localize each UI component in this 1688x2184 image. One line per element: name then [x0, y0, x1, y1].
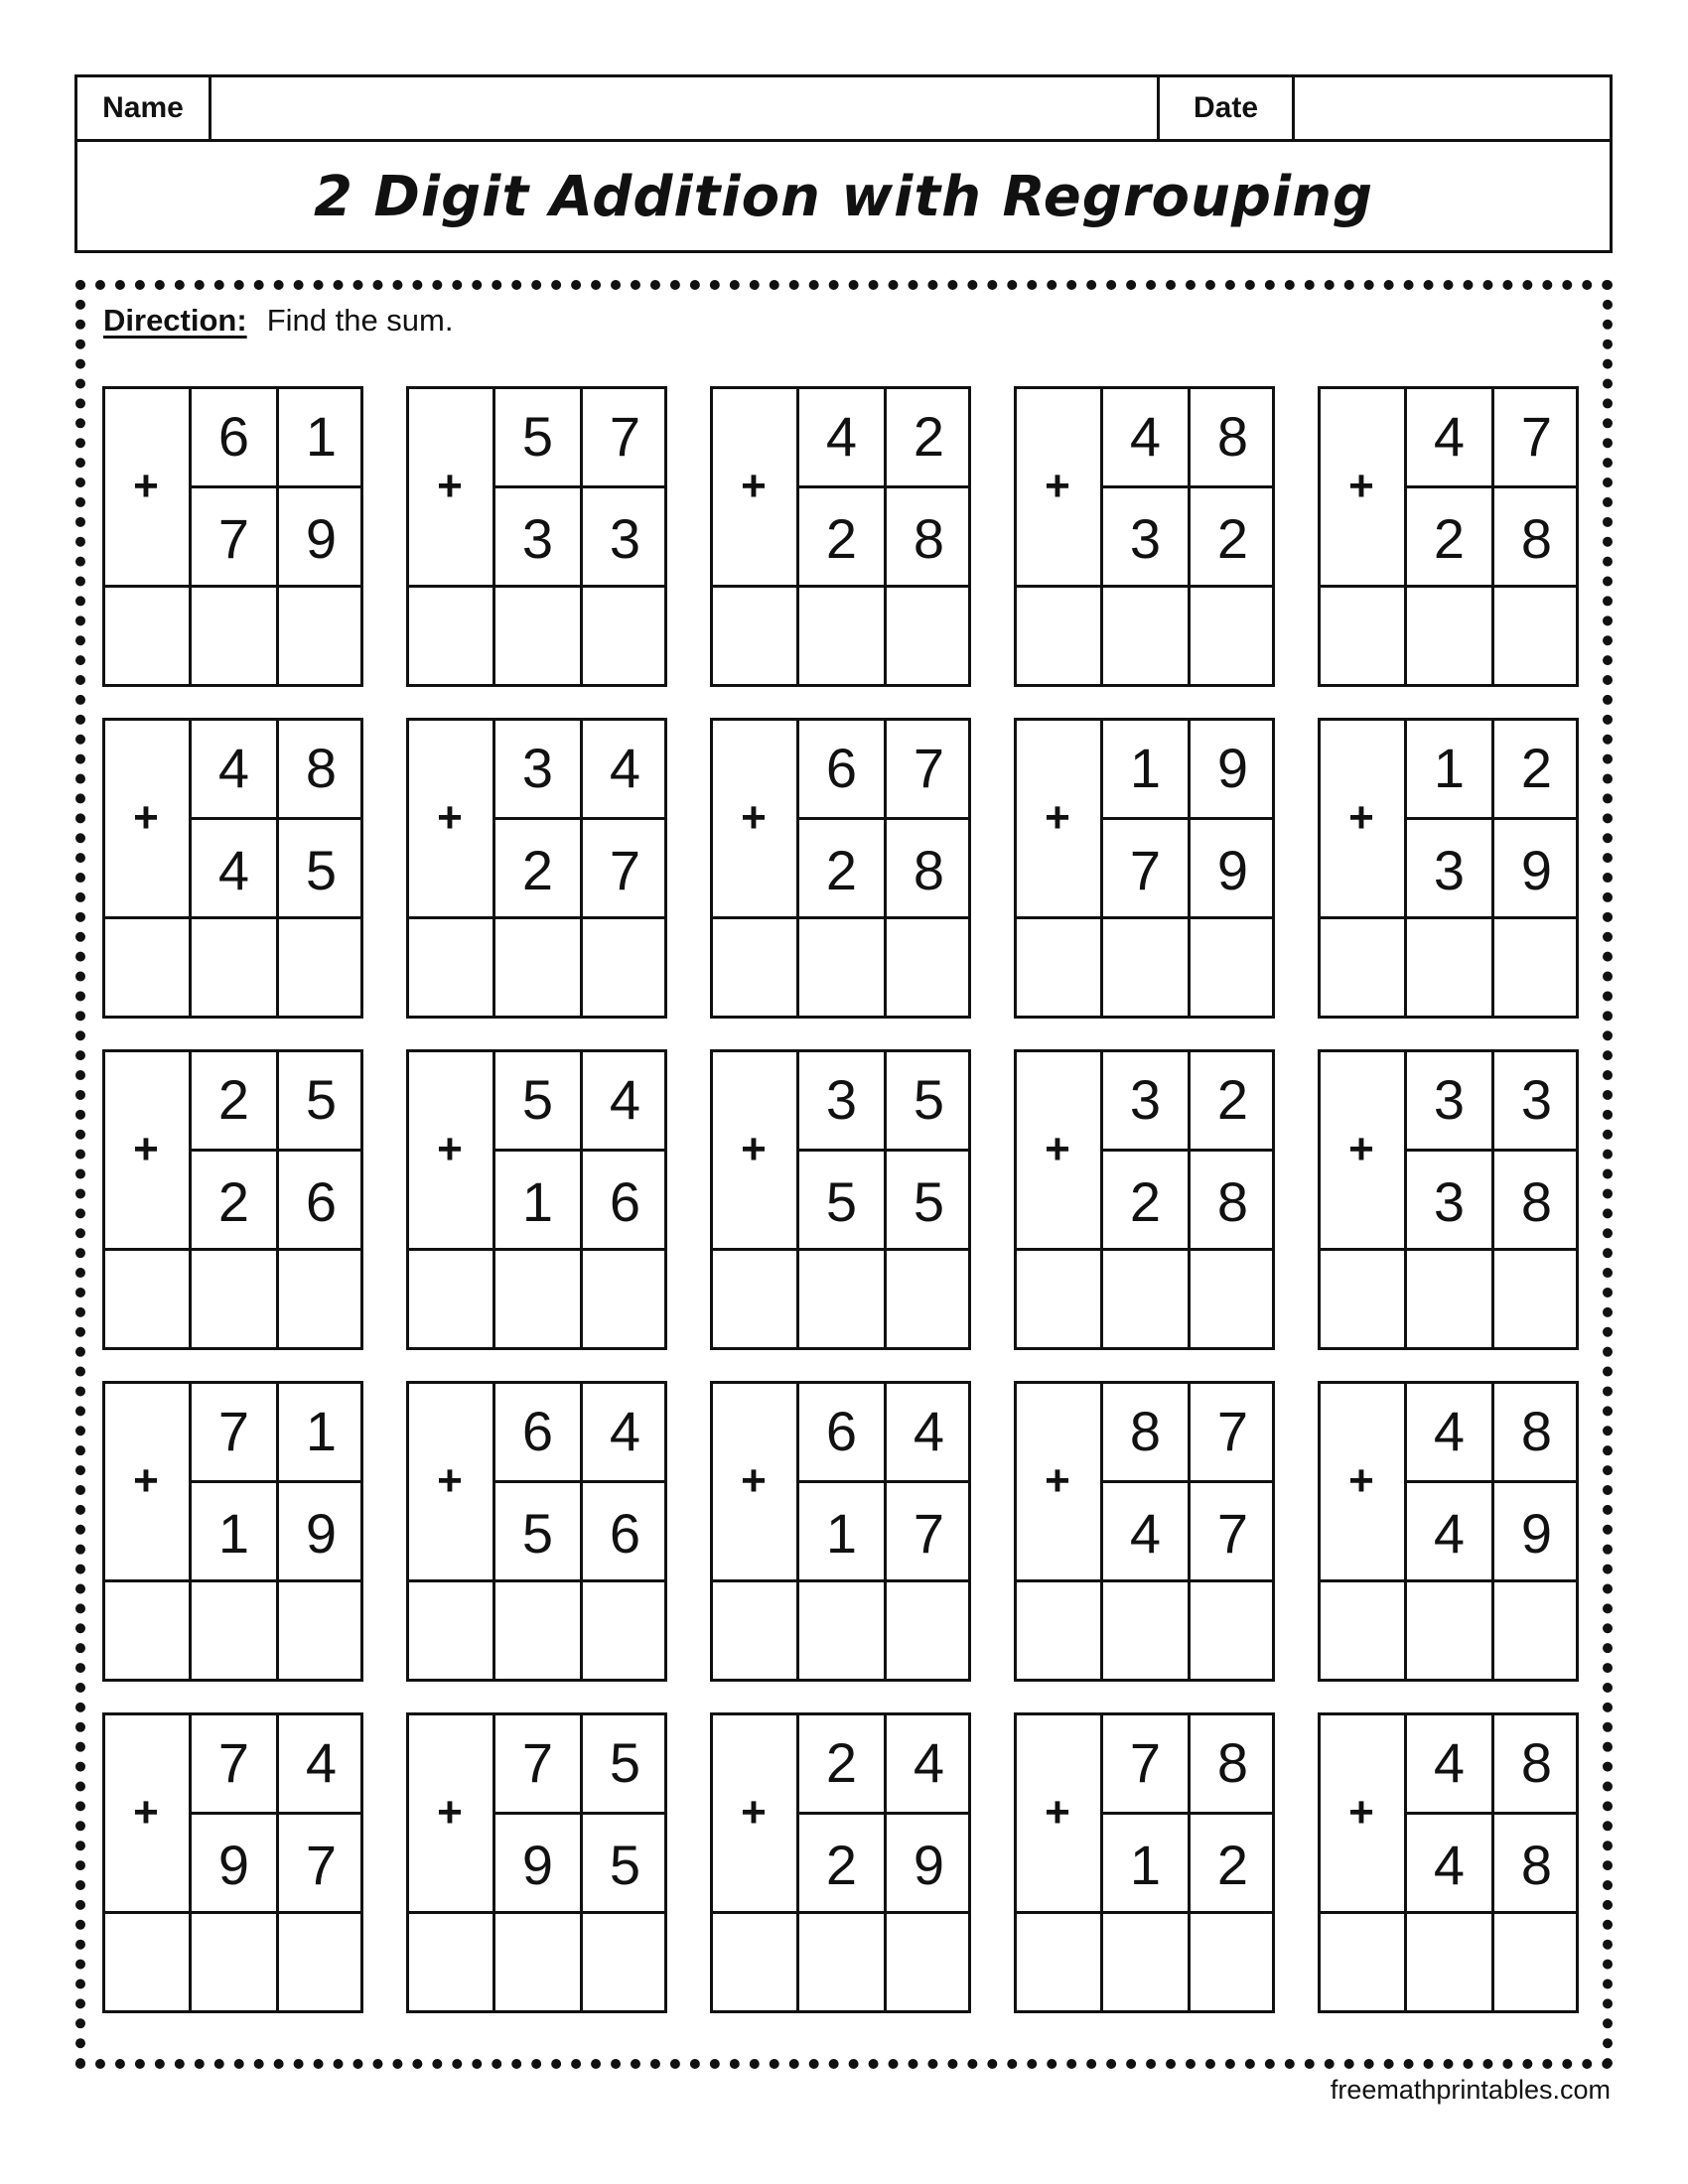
answer-ones-cell[interactable] [1191, 1914, 1275, 2010]
addition-problem [1318, 1712, 1579, 2013]
grid-line [102, 1347, 363, 1350]
addition-problem [710, 386, 971, 687]
addend-ones-digit: 1 [305, 404, 338, 468]
addend-tens-digit: 1 [217, 1501, 250, 1565]
answer-hundreds-cell[interactable] [105, 919, 189, 1016]
plus-sign: + [1045, 1125, 1070, 1173]
addend-tens-digit: 1 [1129, 1833, 1162, 1896]
addend-ones-digit: 5 [913, 1169, 945, 1233]
addend-tens-digit: 3 [521, 736, 554, 799]
addition-problem [406, 718, 667, 1019]
addend-ones-digit: 3 [1520, 1067, 1553, 1131]
addend-tens-digit: 4 [1433, 1833, 1466, 1896]
addend-tens-digit: 7 [217, 1399, 250, 1462]
answer-ones-cell[interactable] [887, 1251, 971, 1347]
addition-problem [102, 1712, 363, 2013]
direction [103, 303, 454, 339]
answer-tens-cell[interactable] [192, 1582, 276, 1679]
addend-ones-digit: 2 [1216, 506, 1249, 570]
addend-tens-digit: 3 [1433, 1169, 1466, 1233]
grid-line [102, 1679, 363, 1682]
answer-hundreds-cell[interactable] [1321, 1914, 1404, 2010]
addend-tens-digit: 1 [521, 1169, 554, 1233]
answer-tens-cell[interactable] [1103, 919, 1188, 1016]
answer-ones-cell[interactable] [887, 1582, 971, 1679]
answer-hundreds-cell[interactable] [1321, 1251, 1404, 1347]
addend-ones-digit: 2 [1216, 1833, 1249, 1896]
date-label: Date [1160, 77, 1295, 139]
answer-tens-cell[interactable] [495, 1251, 580, 1347]
plus-sign: + [1045, 1456, 1070, 1505]
plus-sign: + [1348, 462, 1374, 510]
answer-ones-cell[interactable] [583, 588, 667, 684]
addend-ones-digit: 8 [1520, 1833, 1553, 1896]
addend-ones-digit: 4 [609, 1399, 641, 1462]
answer-tens-cell[interactable] [1103, 1914, 1188, 2010]
answer-tens-cell[interactable] [799, 1251, 884, 1347]
addend-tens-digit: 9 [217, 1833, 250, 1896]
grid-line [1318, 684, 1579, 687]
addition-problem [406, 1049, 667, 1350]
answer-ones-cell[interactable] [583, 919, 667, 1016]
addend-ones-digit: 7 [1216, 1501, 1249, 1565]
plus-sign: + [1348, 1456, 1374, 1505]
addend-ones-digit: 4 [609, 1067, 641, 1131]
addition-problem [102, 1049, 363, 1350]
addend-tens-digit: 4 [217, 838, 250, 901]
addend-tens-digit: 4 [1433, 1501, 1466, 1565]
addend-ones-digit: 6 [609, 1169, 641, 1233]
answer-ones-cell[interactable] [279, 588, 363, 684]
addition-problem [1318, 1049, 1579, 1350]
plus-sign: + [741, 462, 767, 510]
answer-hundreds-cell[interactable] [1017, 1914, 1100, 2010]
addend-ones-digit: 1 [305, 1399, 338, 1462]
grid-line [1014, 2010, 1275, 2013]
addend-ones-digit: 4 [913, 1730, 945, 1794]
answer-ones-cell[interactable] [1494, 1914, 1579, 2010]
addend-tens-digit: 8 [1129, 1399, 1162, 1462]
addend-ones-digit: 5 [305, 1067, 338, 1131]
answer-ones-cell[interactable] [1494, 588, 1579, 684]
grid-line [406, 1016, 667, 1019]
answer-tens-cell[interactable] [495, 1914, 580, 2010]
plus-sign: + [133, 462, 159, 510]
addend-tens-digit: 6 [521, 1399, 554, 1462]
addend-tens-digit: 2 [1433, 506, 1466, 570]
addend-ones-digit: 5 [609, 1833, 641, 1896]
addend-tens-digit: 7 [217, 1730, 250, 1794]
addition-problem [406, 1712, 667, 2013]
answer-hundreds-cell[interactable] [1321, 919, 1404, 1016]
addend-tens-digit: 2 [825, 1730, 858, 1794]
addition-problem [406, 386, 667, 687]
addend-tens-digit: 1 [1129, 736, 1162, 799]
plus-sign: + [1045, 1788, 1070, 1837]
answer-hundreds-cell[interactable] [409, 1582, 492, 1679]
addition-problem [710, 1381, 971, 1682]
plus-sign: + [741, 793, 767, 842]
answer-hundreds-cell[interactable] [713, 1914, 796, 2010]
addend-tens-digit: 5 [825, 1169, 858, 1233]
addend-ones-digit: 7 [609, 838, 641, 901]
addend-tens-digit: 1 [1433, 736, 1466, 799]
plus-sign: + [133, 793, 159, 842]
addend-ones-digit: 9 [913, 1833, 945, 1896]
answer-hundreds-cell[interactable] [105, 1914, 189, 2010]
addend-ones-digit: 5 [305, 838, 338, 901]
answer-hundreds-cell[interactable] [409, 1251, 492, 1347]
addend-tens-digit: 4 [825, 404, 858, 468]
answer-hundreds-cell[interactable] [409, 588, 492, 684]
answer-tens-cell[interactable] [799, 919, 884, 1016]
answer-ones-cell[interactable] [1191, 588, 1275, 684]
direction-text: Find the sum. [266, 303, 454, 338]
plus-sign: + [133, 1125, 159, 1173]
answer-tens-cell[interactable] [192, 1251, 276, 1347]
addend-tens-digit: 5 [521, 1067, 554, 1131]
addend-ones-digit: 2 [1520, 736, 1553, 799]
addend-tens-digit: 6 [825, 736, 858, 799]
answer-tens-cell[interactable] [799, 1914, 884, 2010]
addition-problem [1014, 1049, 1275, 1350]
grid-line [710, 684, 971, 687]
grid-line [710, 2010, 971, 2013]
grid-line [710, 1679, 971, 1682]
answer-tens-cell[interactable] [495, 919, 580, 1016]
answer-hundreds-cell[interactable] [105, 1582, 189, 1679]
addend-tens-digit: 7 [1129, 838, 1162, 901]
worksheet-title: 2 Digit Addition with Regrouping [313, 164, 1374, 229]
addend-ones-digit: 8 [1216, 1169, 1249, 1233]
addend-tens-digit: 6 [217, 404, 250, 468]
addition-problem [710, 718, 971, 1019]
addition-problem [102, 718, 363, 1019]
answer-tens-cell[interactable] [799, 1582, 884, 1679]
answer-ones-cell[interactable] [279, 1914, 363, 2010]
answer-ones-cell[interactable] [1191, 1251, 1275, 1347]
grid-line [1014, 1679, 1275, 1682]
footer-credit: freemathprintables.com [1330, 2075, 1611, 2105]
addend-ones-digit: 4 [305, 1730, 338, 1794]
answer-hundreds-cell[interactable] [1017, 1582, 1100, 1679]
name-field[interactable] [211, 77, 1160, 139]
addend-ones-digit: 2 [913, 404, 945, 468]
addition-problem [1318, 386, 1579, 687]
name-date-row [77, 77, 1610, 142]
answer-ones-cell[interactable] [887, 588, 971, 684]
addend-ones-digit: 9 [1216, 838, 1249, 901]
answer-tens-cell[interactable] [1407, 1582, 1491, 1679]
addend-ones-digit: 8 [1520, 506, 1553, 570]
addend-ones-digit: 6 [609, 1501, 641, 1565]
plus-sign: + [437, 1125, 463, 1173]
addend-ones-digit: 9 [305, 1501, 338, 1565]
grid-line [102, 684, 363, 687]
plus-sign: + [437, 793, 463, 842]
addend-tens-digit: 2 [217, 1169, 250, 1233]
answer-hundreds-cell[interactable] [1321, 588, 1404, 684]
answer-tens-cell[interactable] [1407, 1914, 1491, 2010]
addend-ones-digit: 7 [913, 736, 945, 799]
addition-problem [1318, 1381, 1579, 1682]
addend-tens-digit: 4 [1129, 1501, 1162, 1565]
grid-line [102, 1016, 363, 1019]
answer-tens-cell[interactable] [1103, 1251, 1188, 1347]
plus-sign: + [437, 1788, 463, 1837]
grid-line [102, 2010, 363, 2013]
addend-tens-digit: 4 [217, 736, 250, 799]
addend-ones-digit: 7 [913, 1501, 945, 1565]
answer-tens-cell[interactable] [495, 588, 580, 684]
answer-ones-cell[interactable] [1494, 1251, 1579, 1347]
addend-tens-digit: 7 [521, 1730, 554, 1794]
addend-ones-digit: 7 [1520, 404, 1553, 468]
plus-sign: + [741, 1125, 767, 1173]
answer-hundreds-cell[interactable] [105, 1251, 189, 1347]
addend-tens-digit: 5 [521, 404, 554, 468]
addition-problem [1318, 718, 1579, 1019]
addend-tens-digit: 3 [1129, 506, 1162, 570]
addend-tens-digit: 2 [825, 506, 858, 570]
answer-tens-cell[interactable] [799, 588, 884, 684]
name-label: Name [77, 77, 211, 139]
answer-hundreds-cell[interactable] [713, 1251, 796, 1347]
addend-ones-digit: 2 [1216, 1067, 1249, 1131]
answer-hundreds-cell[interactable] [713, 588, 796, 684]
addend-tens-digit: 9 [521, 1833, 554, 1896]
answer-tens-cell[interactable] [1407, 1251, 1491, 1347]
answer-ones-cell[interactable] [1191, 1582, 1275, 1679]
answer-hundreds-cell[interactable] [105, 588, 189, 684]
addend-tens-digit: 3 [1433, 1067, 1466, 1131]
addition-problem [406, 1381, 667, 1682]
addend-tens-digit: 2 [1129, 1169, 1162, 1233]
answer-hundreds-cell[interactable] [1017, 919, 1100, 1016]
grid-line [406, 2010, 667, 2013]
addend-tens-digit: 2 [217, 1067, 250, 1131]
addition-problem [1014, 1712, 1275, 2013]
addend-ones-digit: 7 [609, 404, 641, 468]
answer-ones-cell[interactable] [279, 1582, 363, 1679]
grid-line [1318, 1016, 1579, 1019]
plus-sign: + [741, 1788, 767, 1837]
answer-ones-cell[interactable] [887, 1914, 971, 2010]
grid-line [1014, 1347, 1275, 1350]
answer-hundreds-cell[interactable] [713, 1582, 796, 1679]
addend-ones-digit: 9 [1520, 838, 1553, 901]
addend-tens-digit: 5 [521, 1501, 554, 1565]
answer-hundreds-cell[interactable] [1017, 1251, 1100, 1347]
addend-tens-digit: 6 [825, 1399, 858, 1462]
plus-sign: + [1348, 1788, 1374, 1837]
plus-sign: + [437, 462, 463, 510]
plus-sign: + [437, 1456, 463, 1505]
answer-ones-cell[interactable] [1494, 919, 1579, 1016]
grid-line [1318, 1679, 1579, 1682]
grid-line [406, 684, 667, 687]
addend-tens-digit: 4 [1433, 1730, 1466, 1794]
addend-tens-digit: 4 [1433, 1399, 1466, 1462]
grid-line [406, 1679, 667, 1682]
plus-sign: + [1348, 793, 1374, 842]
addend-ones-digit: 8 [1520, 1730, 1553, 1794]
addend-ones-digit: 8 [1520, 1169, 1553, 1233]
grid-line [1318, 1347, 1579, 1350]
answer-tens-cell[interactable] [192, 588, 276, 684]
addend-tens-digit: 4 [1129, 404, 1162, 468]
addend-ones-digit: 4 [913, 1399, 945, 1462]
addend-tens-digit: 2 [825, 838, 858, 901]
answer-hundreds-cell[interactable] [409, 919, 492, 1016]
grid-line [710, 1016, 971, 1019]
answer-tens-cell[interactable] [1103, 588, 1188, 684]
addend-tens-digit: 3 [521, 506, 554, 570]
grid-line [406, 1347, 667, 1350]
answer-ones-cell[interactable] [279, 1251, 363, 1347]
plus-sign: + [1045, 462, 1070, 510]
addend-tens-digit: 3 [1433, 838, 1466, 901]
addend-ones-digit: 7 [305, 1833, 338, 1896]
addend-tens-digit: 1 [825, 1501, 858, 1565]
addend-tens-digit: 2 [825, 1833, 858, 1896]
addition-problem [710, 1049, 971, 1350]
addition-problem [102, 386, 363, 687]
answer-tens-cell[interactable] [1407, 588, 1491, 684]
addend-ones-digit: 8 [913, 838, 945, 901]
addend-ones-digit: 4 [609, 736, 641, 799]
addend-ones-digit: 9 [1216, 736, 1249, 799]
addend-ones-digit: 8 [305, 736, 338, 799]
addend-ones-digit: 7 [1216, 1399, 1249, 1462]
addend-ones-digit: 8 [913, 506, 945, 570]
addend-ones-digit: 9 [305, 506, 338, 570]
addend-ones-digit: 5 [913, 1067, 945, 1131]
answer-tens-cell[interactable] [495, 1582, 580, 1679]
grid-line [1014, 684, 1275, 687]
plus-sign: + [1348, 1125, 1374, 1173]
addition-problem [1014, 386, 1275, 687]
addend-tens-digit: 4 [1433, 404, 1466, 468]
plus-sign: + [1045, 793, 1070, 842]
plus-sign: + [133, 1456, 159, 1505]
addend-ones-digit: 3 [609, 506, 641, 570]
answer-tens-cell[interactable] [1407, 919, 1491, 1016]
answer-ones-cell[interactable] [1191, 919, 1275, 1016]
answer-ones-cell[interactable] [1494, 1582, 1579, 1679]
answer-hundreds-cell[interactable] [713, 919, 796, 1016]
addend-ones-digit: 6 [305, 1169, 338, 1233]
plus-sign: + [133, 1788, 159, 1837]
grid-line [1318, 2010, 1579, 2013]
worksheet-header [74, 74, 1613, 253]
answer-ones-cell[interactable] [887, 919, 971, 1016]
plus-sign: + [741, 1456, 767, 1505]
answer-hundreds-cell[interactable] [1321, 1582, 1404, 1679]
direction-label: Direction: [103, 303, 247, 338]
addend-ones-digit: 9 [1520, 1501, 1553, 1565]
answer-tens-cell[interactable] [1103, 1582, 1188, 1679]
grid-line [1014, 1016, 1275, 1019]
addition-problem [102, 1381, 363, 1682]
addition-problem [710, 1712, 971, 2013]
answer-tens-cell[interactable] [192, 1914, 276, 2010]
answer-hundreds-cell[interactable] [1017, 588, 1100, 684]
answer-hundreds-cell[interactable] [409, 1914, 492, 2010]
answer-tens-cell[interactable] [192, 919, 276, 1016]
addend-tens-digit: 3 [1129, 1067, 1162, 1131]
addend-tens-digit: 7 [217, 506, 250, 570]
addend-ones-digit: 5 [609, 1730, 641, 1794]
addend-tens-digit: 2 [521, 838, 554, 901]
answer-ones-cell[interactable] [583, 1582, 667, 1679]
addend-tens-digit: 3 [825, 1067, 858, 1131]
answer-ones-cell[interactable] [279, 919, 363, 1016]
answer-ones-cell[interactable] [583, 1251, 667, 1347]
date-field[interactable] [1295, 77, 1613, 139]
grid-line [710, 1347, 971, 1350]
addition-problem [1014, 718, 1275, 1019]
addend-tens-digit: 7 [1129, 1730, 1162, 1794]
addend-ones-digit: 8 [1216, 1730, 1249, 1794]
answer-ones-cell[interactable] [583, 1914, 667, 2010]
addition-problem [1014, 1381, 1275, 1682]
addend-ones-digit: 8 [1216, 404, 1249, 468]
addend-ones-digit: 8 [1520, 1399, 1553, 1462]
